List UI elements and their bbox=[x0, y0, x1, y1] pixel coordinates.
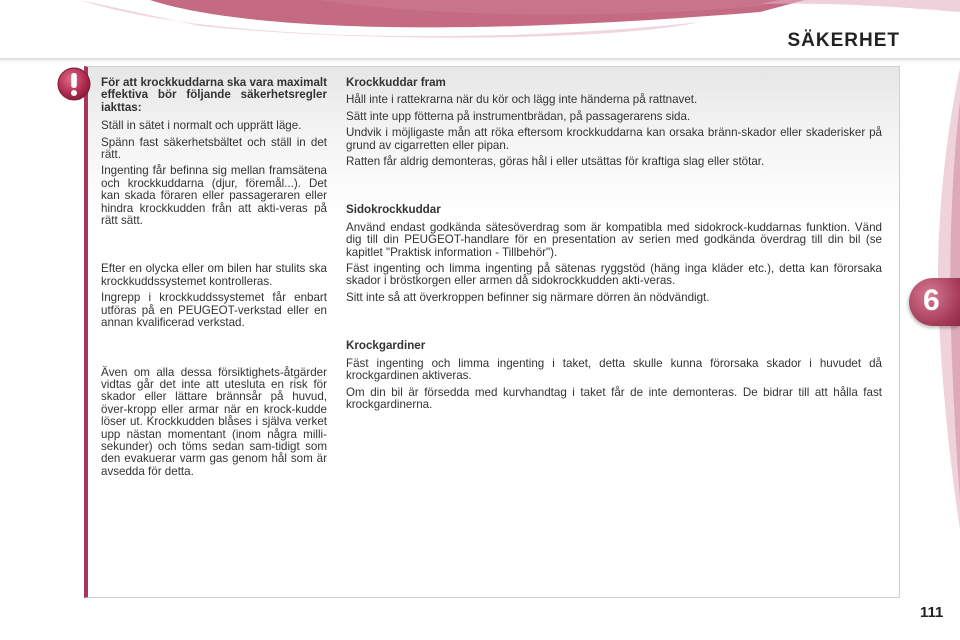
body-paragraph: Håll inte i rattekrarna när du kör och lägg inte händerna på rattnavet. bbox=[346, 93, 698, 107]
body-paragraph: Sitt inte så att överkroppen befinner sig närmare dörren än nödvändigt. bbox=[346, 290, 710, 304]
warning-paragraph: Ingenting får befinna sig mellan framsätena och krockkuddarna (djur, föremål...). Det kan skada föraren eller passageraren eller hindra krockkudden från att akti-veras på rätt sätt. bbox=[101, 164, 327, 228]
title-divider bbox=[0, 58, 960, 62]
body-paragraph: Använd endast godkända sätesöverdrag som är kompatibla med sidokrock-kuddarnas funktion. Vänd dig till din PEUGEOT-handlare för en presentation av serien med godkända överdrag till din bil (se kapitlet "Praktisk information - Tillbehör"). bbox=[346, 220, 882, 259]
body-paragraph: Om din bil är försedda med kurvhandtag i taket får de inte demonteras. De bidrar till att hålla fast krockgardinerna. bbox=[346, 385, 882, 411]
warning-paragraph: Efter en olycka eller om bilen har stulits ska krockkuddssystemet kontrolleras. bbox=[101, 262, 327, 288]
warning-paragraph: Ingrepp i krockkuddssystemet får enbart utföras på en PEUGEOT-verkstad eller en annan kvalificerad verkstad. bbox=[101, 291, 327, 330]
warning-lead: För att krockkuddarna ska vara maximalt effektiva bör följande säkerhetsregler iakttas: bbox=[101, 76, 327, 114]
body-paragraph: Fäst ingenting och limma ingenting i taket, detta skulle kunna förorsaka skador i huvudet då krockgardinen aktiveras. bbox=[346, 356, 882, 383]
spacer bbox=[101, 334, 327, 367]
body-paragraph: Sätt inte upp fötterna på instrumentbrädan, på passagerarens sida. bbox=[346, 109, 691, 123]
warning-paragraph: Även om alla dessa försiktighets-åtgärder vidtas går det inte att utesluta en risk för skador eller lättare brännsår på huvud, över-kropp eller armar när en krock-kudde löser ut. Krockkudden blåses i själva verket upp nästan momentant (inom några milli-sekunder) och töms sedan sam-tidigt som den evakuerar varm gas genom hål som är avsedda för detta. bbox=[101, 365, 327, 478]
section-heading-side-airbags: Sidokrockkuddar bbox=[346, 203, 441, 217]
body-paragraph: Ratten får aldrig demonteras, göras hål i eller utsättas för kraftiga slag eller stötar. bbox=[346, 155, 765, 169]
warning-column bbox=[101, 77, 327, 482]
warning-paragraph: Spänn fast säkerhetsbältet och ställ in det rätt. bbox=[101, 135, 327, 162]
page-number: 111 bbox=[920, 604, 944, 621]
chapter-number: 6 bbox=[923, 284, 940, 317]
body-paragraph: Fäst ingenting och limma ingenting på sätenas ryggstöd (häng inga kläder etc.), detta kan förorsaka skador i bröstkorgen eller armen då sidokrockkudden akti-veras. bbox=[346, 262, 882, 288]
spacer bbox=[346, 172, 882, 204]
section-title: SÄKERHET bbox=[787, 30, 900, 51]
spacer bbox=[101, 231, 327, 263]
section-heading-curtain-airbags: Krockgardiner bbox=[346, 339, 426, 353]
chapter-tab[interactable] bbox=[909, 278, 960, 326]
spacer bbox=[346, 308, 882, 340]
body-paragraph: Undvik i möjligaste mån att röka eftersom krockkuddarna kan orsaka bränn-skador eller skaderisker på grund av cigarretten eller pipan. bbox=[346, 126, 882, 152]
main-column bbox=[346, 77, 882, 415]
warning-paragraph: Ställ in sätet i normalt och upprätt läge. bbox=[101, 119, 302, 133]
warning-exclamation-icon bbox=[56, 66, 92, 102]
section-heading-front-airbags: Krockkuddar fram bbox=[346, 76, 446, 89]
